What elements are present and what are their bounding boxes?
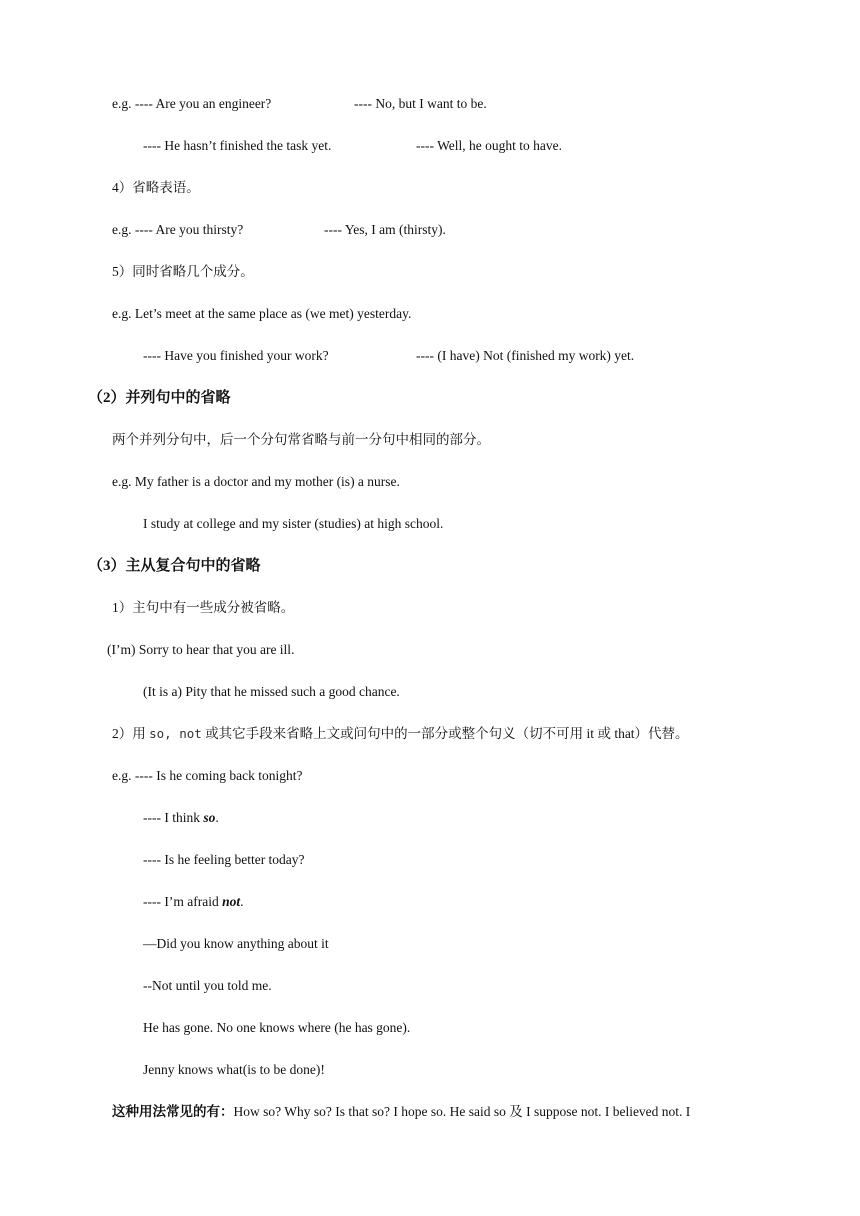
- paragraph: 两个并列分句中，后一个分句常省略与前一分句中相同的部分。: [112, 432, 490, 447]
- example-line: (It is a) Pity that he missed such a good chance.: [143, 684, 400, 699]
- summary-text: How so? Why so? Is that so? I hope so. He said so 及 I suppose not. I believed not. I: [233, 1104, 691, 1119]
- example-line: [143, 893, 243, 911]
- example-line: —Did you know anything about it: [143, 936, 329, 951]
- list-item: 5）同时省略几个成分。: [112, 264, 254, 279]
- example-line: (I’m) Sorry to hear that you are ill.: [107, 642, 295, 657]
- list-item: 1）主句中有一些成分被省略。: [112, 600, 295, 615]
- example-line: --Not until you told me.: [143, 978, 272, 993]
- list-item-prefix: 2）用: [112, 726, 150, 741]
- section-heading: （2）并列句中的省略: [88, 390, 231, 406]
- list-item: [112, 725, 689, 743]
- list-item: 4）省略表语。: [112, 180, 200, 195]
- example-response: ---- (I have) Not (finished my work) yet.: [416, 348, 635, 363]
- summary-label: 这种用法常见的有：: [112, 1104, 234, 1119]
- example-text: ---- I’m afraid: [143, 894, 223, 909]
- section-heading: （3）主从复合句中的省略: [88, 558, 261, 574]
- example-line: [143, 809, 219, 827]
- example-text: ---- I think: [143, 810, 204, 825]
- example-line: e.g. ---- Are you an engineer?: [112, 96, 272, 111]
- example-line: e.g. Let’s meet at the same place as (we met) yesterday.: [112, 306, 412, 321]
- example-line: ---- Have you finished your work?: [143, 348, 329, 363]
- keyword-text: so, not: [149, 726, 202, 741]
- example-line: Jenny knows what(is to be done)!: [143, 1062, 325, 1077]
- example-text: .: [240, 894, 244, 909]
- example-line: e.g. My father is a doctor and my mother (is) a nurse.: [112, 474, 400, 489]
- example-response: ---- Yes, I am (thirsty).: [324, 222, 446, 237]
- emphasis-text: so: [203, 810, 216, 825]
- example-text: .: [215, 810, 219, 825]
- example-line: I study at college and my sister (studies) at high school.: [143, 516, 444, 531]
- example-line: e.g. ---- Is he coming back tonight?: [112, 768, 303, 783]
- example-line: ---- He hasn’t finished the task yet.: [143, 138, 332, 153]
- example-response: ---- No, but I want to be.: [354, 96, 487, 111]
- example-line: e.g. ---- Are you thirsty?: [112, 222, 244, 237]
- summary-line: [112, 1103, 690, 1121]
- example-line: He has gone. No one knows where (he has gone).: [143, 1020, 411, 1035]
- emphasis-text: not: [222, 894, 241, 909]
- example-response: ---- Well, he ought to have.: [416, 138, 562, 153]
- example-line: ---- Is he feeling better today?: [143, 852, 305, 867]
- list-item-text: 或其它手段来省略上文或问句中的一部分或整个句义（切不可用 it 或 that）代替。: [201, 726, 689, 741]
